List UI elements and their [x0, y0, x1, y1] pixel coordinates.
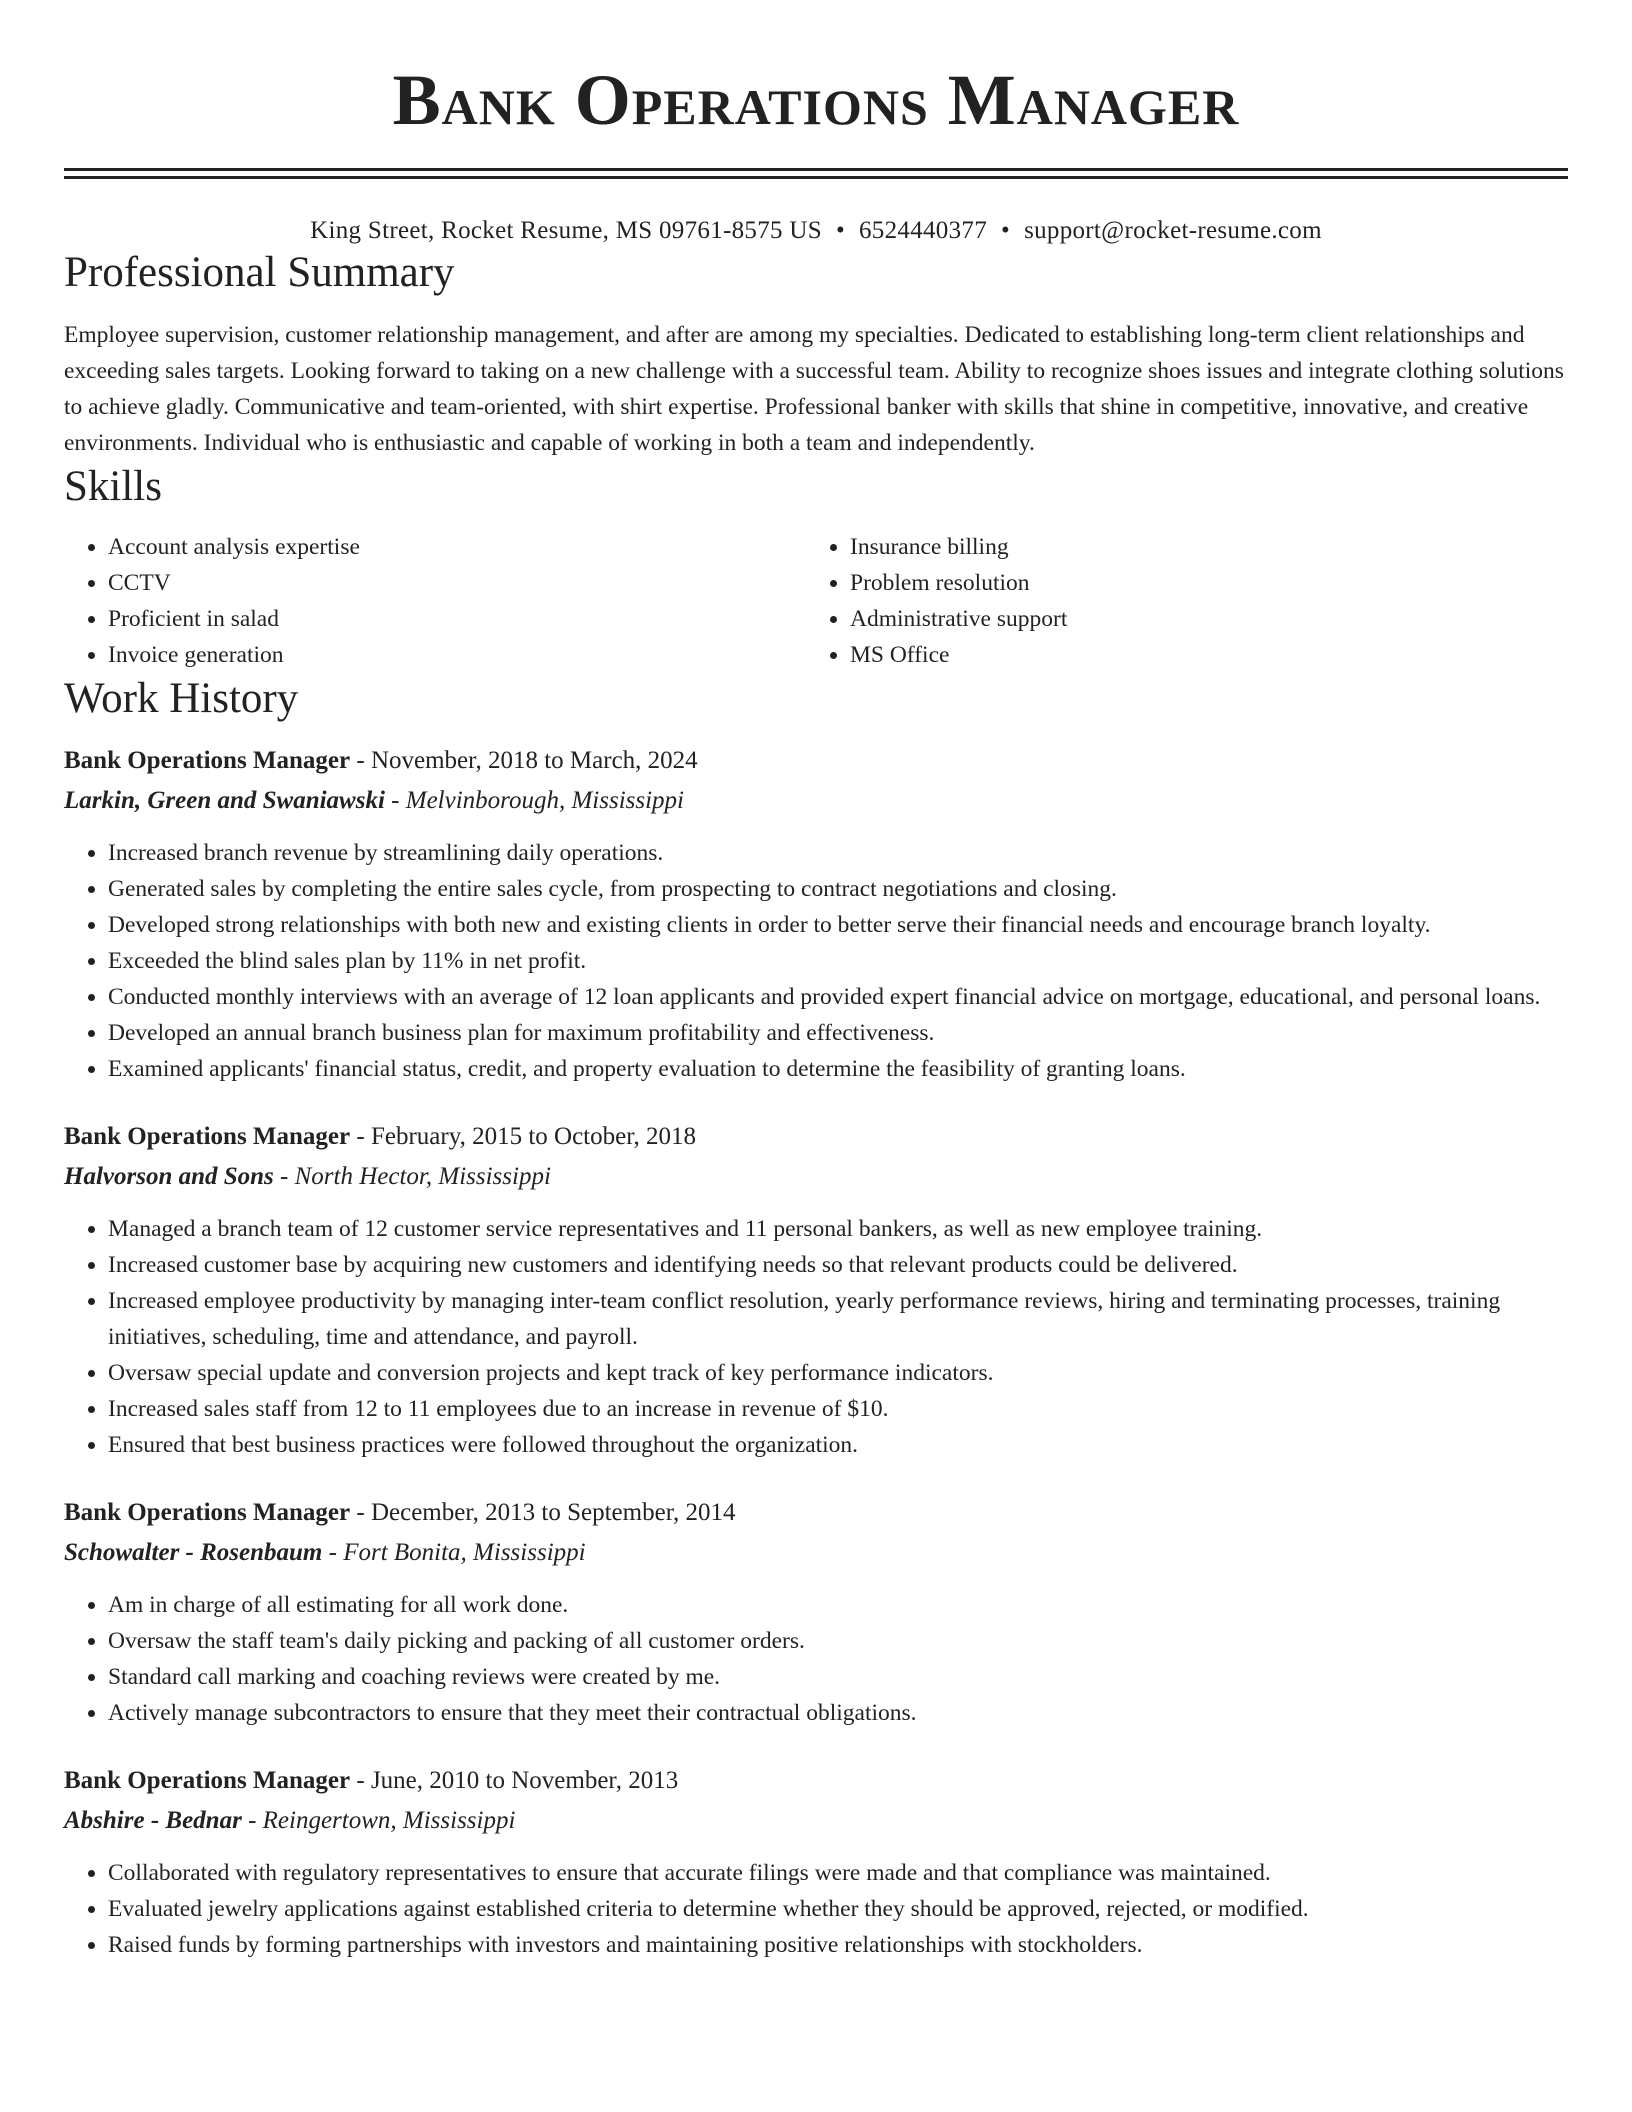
- job-employer: [64, 1535, 1568, 1571]
- job-title: Bank Operations Manager: [64, 1767, 351, 1794]
- contact-separator: •: [1001, 217, 1011, 244]
- skill-item: • Invoice generation: [108, 637, 806, 673]
- skills-heading: Skills: [64, 463, 162, 510]
- job-bullet: • Actively manage subcontractors to ensure that they meet their contractual obligations.: [108, 1695, 1568, 1731]
- job-dash: -: [350, 1767, 371, 1794]
- resume-title: Bank Operations Manager: [392, 60, 1240, 140]
- job-employer: [64, 783, 1568, 819]
- job-dash: -: [350, 1499, 371, 1526]
- job-header: [64, 1763, 1568, 1799]
- job-location: Reingertown, Mississippi: [262, 1807, 516, 1834]
- job-bullets: [64, 1855, 1568, 1963]
- job-location: North Hector, Mississippi: [294, 1163, 551, 1190]
- job-company: Halvorson and Sons: [64, 1163, 274, 1190]
- job-bullet: • Increased customer base by acquiring new customers and identifying needs so that relevant products could be delivered.: [108, 1247, 1568, 1283]
- job-dash: -: [241, 1807, 263, 1834]
- job-bullet: • Developed strong relationships with both new and existing clients in order to better serve their financial needs and encourage branch loyalty.: [108, 907, 1568, 943]
- job-dates: February, 2015 to October, 2018: [370, 1123, 697, 1150]
- job-entry: [64, 743, 1568, 1087]
- summary-text: Employee supervision, customer relationship management, and after are among my specialties. Dedicated to establishing long-term client relationships and exceeding sales targets. Looking forward to taking on a new challenge with a successful team. Ability to recognize shoes issues and integrate clothing solutions to achieve gladly. Communicative and team-oriented, with shirt expertise. Professional banker with skills that shine in competitive, innovative, and creative environments. Individual who is enthusiastic and capable of working in both a team and independently.: [64, 322, 1564, 456]
- job-bullet: • Exceeded the blind sales plan by 11% in net profit.: [108, 943, 1568, 979]
- skill-item: • CCTV: [108, 565, 806, 601]
- job-dash: -: [350, 747, 371, 774]
- job-entry: [64, 1119, 1568, 1463]
- job-bullet: • Standard call marking and coaching reviews were created by me.: [108, 1659, 1568, 1695]
- skills-column-left: [64, 529, 806, 673]
- contact-line: [64, 215, 1568, 247]
- summary-heading: Professional Summary: [64, 249, 455, 296]
- job-entry: [64, 1763, 1568, 1963]
- job-dash: -: [273, 1163, 295, 1190]
- job-bullet: • Conducted monthly interviews with an average of 12 loan applicants and provided expert financial advice on mortgage, educational, and personal loans.: [108, 979, 1568, 1015]
- job-header: [64, 1119, 1568, 1155]
- job-bullet: • Am in charge of all estimating for all work done.: [108, 1587, 1568, 1623]
- job-header: [64, 1495, 1568, 1531]
- job-bullet: • Developed an annual branch business plan for maximum profitability and effectiveness.: [108, 1015, 1568, 1051]
- job-dash: -: [322, 1539, 344, 1566]
- contact-address: King Street, Rocket Resume, MS 09761-8575 US: [310, 217, 822, 244]
- job-bullet: • Increased employee productivity by managing inter-team conflict resolution, yearly performance reviews, hiring and terminating processes, training initiatives, scheduling, time and attendance, and payroll.: [108, 1283, 1568, 1355]
- contact-email: support@rocket-resume.com: [1024, 217, 1322, 244]
- job-bullet: • Oversaw special update and conversion projects and kept track of key performance indicators.: [108, 1355, 1568, 1391]
- skill-item: • Account analysis expertise: [108, 529, 806, 565]
- job-bullet: • Oversaw the staff team's daily picking and packing of all customer orders.: [108, 1623, 1568, 1659]
- job-entry: [64, 1495, 1568, 1731]
- job-employer: [64, 1803, 1568, 1839]
- job-dash: -: [350, 1123, 371, 1150]
- contact-phone: 6524440377: [859, 217, 987, 244]
- job-company: Larkin, Green and Swaniawski: [64, 787, 385, 814]
- job-title: Bank Operations Manager: [64, 747, 351, 774]
- job-company: Abshire - Bednar: [64, 1807, 242, 1834]
- skills-list: [64, 529, 1568, 673]
- job-location: Fort Bonita, Mississippi: [343, 1539, 586, 1566]
- resume-page: [64, 0, 1568, 1963]
- job-bullet: • Examined applicants' financial status, credit, and property evaluation to determine the feasibility of granting loans.: [108, 1051, 1568, 1087]
- skill-item: • Problem resolution: [850, 565, 1548, 601]
- job-bullet: • Collaborated with regulatory representatives to ensure that accurate filings were made and that compliance was maintained.: [108, 1855, 1568, 1891]
- skill-item: • MS Office: [850, 637, 1548, 673]
- job-bullet: • Managed a branch team of 12 customer service representatives and 11 personal bankers, as well as new employee training.: [108, 1211, 1568, 1247]
- job-dash: -: [384, 787, 406, 814]
- job-bullet: • Ensured that best business practices were followed throughout the organization.: [108, 1427, 1568, 1463]
- job-employer: [64, 1159, 1568, 1195]
- job-title: Bank Operations Manager: [64, 1499, 351, 1526]
- skills-column-right: [806, 529, 1548, 673]
- job-title: Bank Operations Manager: [64, 1123, 351, 1150]
- job-bullet: • Raised funds by forming partnerships with investors and maintaining positive relationships with stockholders.: [108, 1927, 1568, 1963]
- job-bullet: • Evaluated jewelry applications against established criteria to determine whether they should be approved, rejected, or modified.: [108, 1891, 1568, 1927]
- title-double-rule: [64, 168, 1568, 179]
- job-company: Schowalter - Rosenbaum: [64, 1539, 323, 1566]
- job-location: Melvinborough, Mississippi: [405, 787, 684, 814]
- job-dates: November, 2018 to March, 2024: [370, 747, 698, 774]
- job-bullets: [64, 835, 1568, 1087]
- skill-item: • Proficient in salad: [108, 601, 806, 637]
- job-bullet: • Generated sales by completing the entire sales cycle, from prospecting to contract negotiations and closing.: [108, 871, 1568, 907]
- job-bullets: [64, 1211, 1568, 1463]
- job-header: [64, 743, 1568, 779]
- contact-separator: •: [835, 217, 845, 244]
- work-history-heading: Work History: [64, 675, 299, 722]
- job-bullet: • Increased sales staff from 12 to 11 employees due to an increase in revenue of $10.: [108, 1391, 1568, 1427]
- skill-item: • Insurance billing: [850, 529, 1548, 565]
- job-bullets: [64, 1587, 1568, 1731]
- job-bullet: • Increased branch revenue by streamlining daily operations.: [108, 835, 1568, 871]
- job-dates: June, 2010 to November, 2013: [370, 1767, 679, 1794]
- skill-item: • Administrative support: [850, 601, 1548, 637]
- job-dates: December, 2013 to September, 2014: [370, 1499, 736, 1526]
